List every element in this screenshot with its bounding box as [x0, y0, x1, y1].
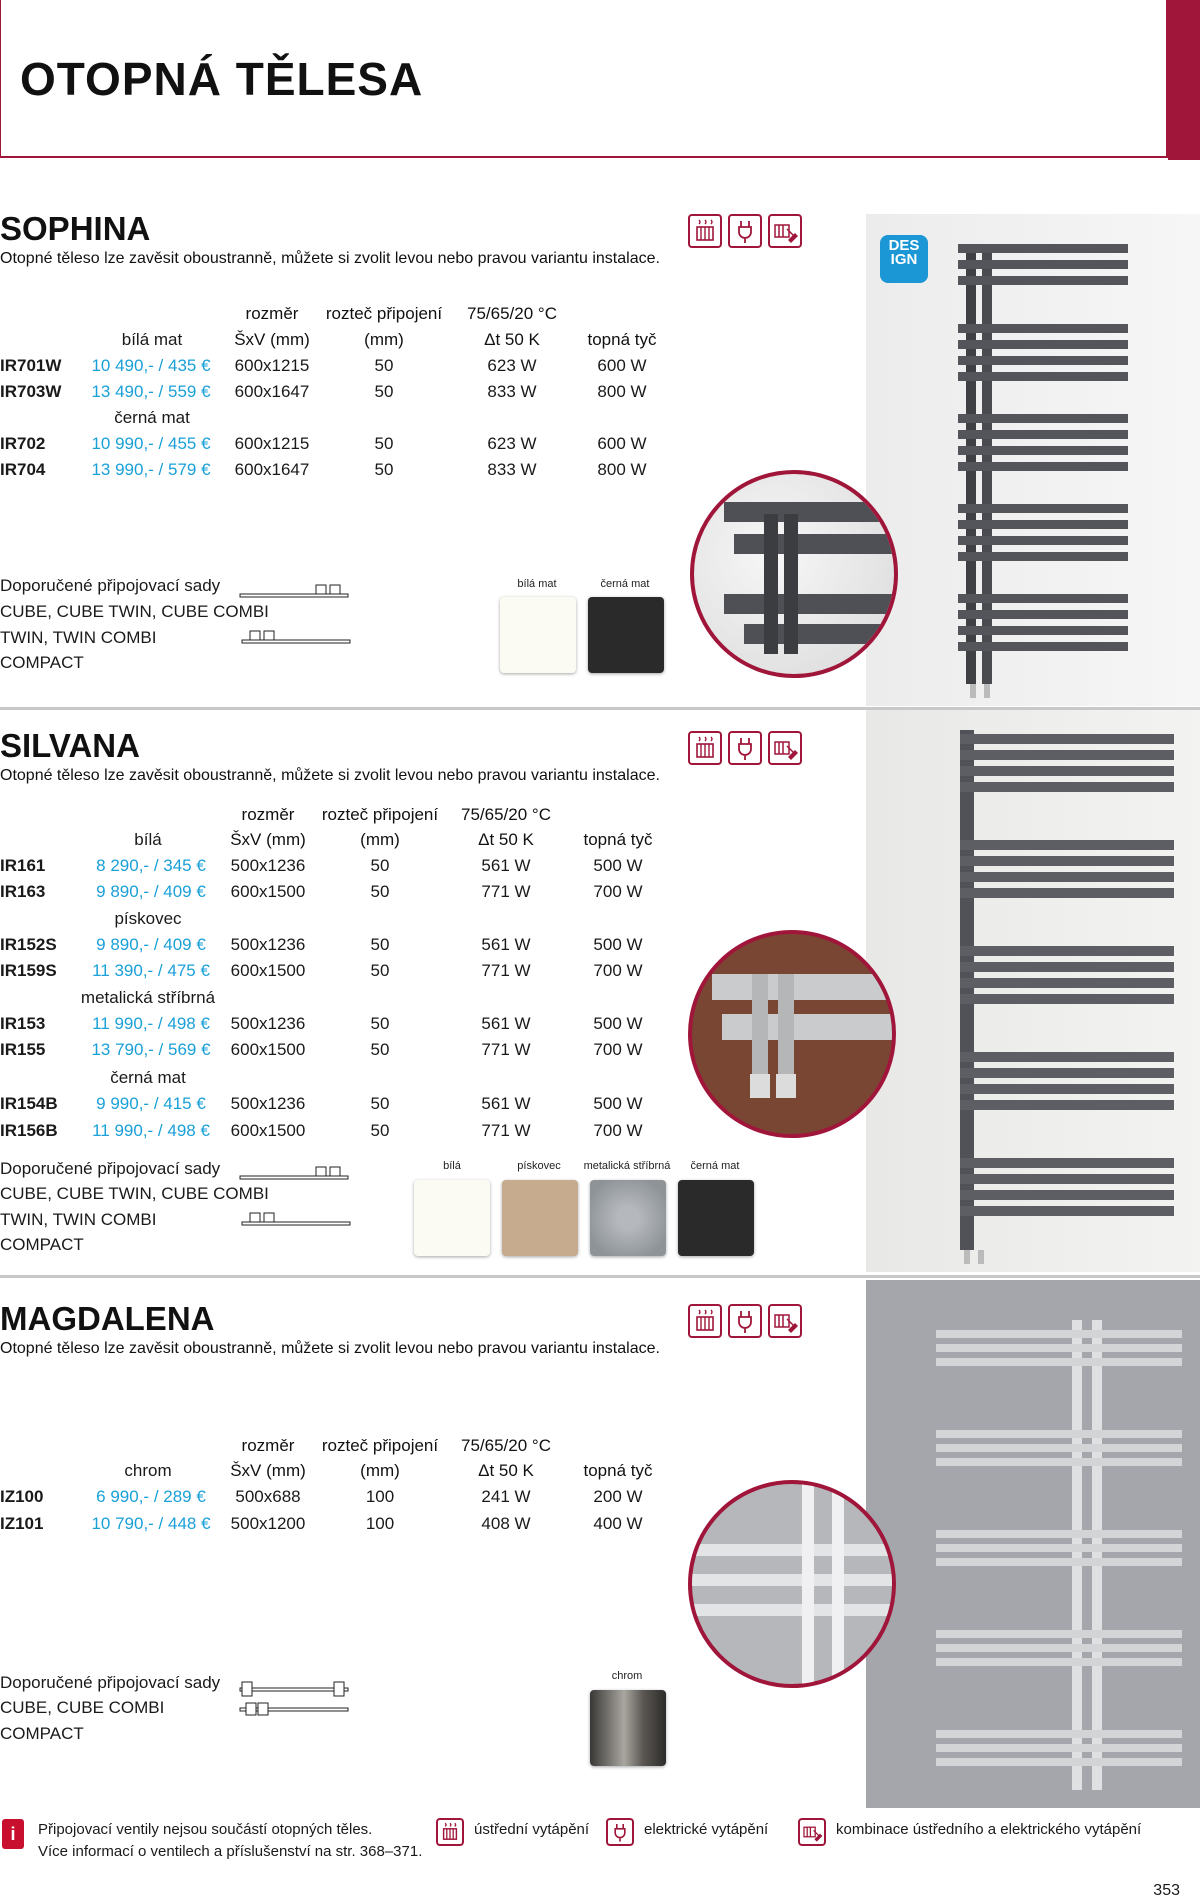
row-power: 561 W — [481, 856, 531, 875]
col-size-top: rozměr — [241, 805, 295, 824]
product-photo-magdalena — [866, 1280, 1200, 1808]
section-desc-magdalena: Otopné těleso lze zavěsit oboustranně, můžete si zvolit levou nebo pravou variantu instalace. — [0, 1340, 660, 1357]
col-rod: topná tyč — [583, 1461, 653, 1480]
col-temp-bottom: Δt 50 K — [478, 830, 534, 849]
product-photo-silvana — [866, 710, 1200, 1272]
row-rod: 800 W — [597, 382, 647, 401]
row-price: 8 290,- / 345 € — [96, 856, 206, 875]
design-badge-text: DESIGN — [888, 237, 920, 268]
row-code: IR152S — [0, 935, 57, 954]
section-desc-silvana: Otopné těleso lze zavěsit oboustranně, můžete si zvolit levou nebo pravou variantu instalace. — [0, 767, 660, 784]
row-pitch: 50 — [374, 382, 394, 401]
row-rod: 700 W — [593, 961, 643, 980]
col-temp-bottom: Δt 50 K — [478, 1461, 534, 1480]
col-temp-top: 75/65/20 °C — [461, 805, 551, 824]
footer-note-line1: Připojovací ventily nejsou součástí otopných těles. — [38, 1821, 373, 1838]
row-price: 10 790,- / 448 € — [91, 1514, 211, 1533]
row-power: 623 W — [487, 356, 537, 375]
row-code: IR156B — [0, 1121, 58, 1140]
row-rod: 700 W — [593, 882, 643, 901]
col-pitch-bottom: (mm) — [360, 830, 400, 849]
row-code: IR163 — [0, 882, 46, 901]
design-badge — [880, 235, 928, 283]
legend-combined: kombinace ústředního a elektrického vytápění — [836, 1821, 1142, 1838]
row-pitch: 100 — [365, 1487, 395, 1506]
kit-line: Doporučené připojovací sady — [0, 1673, 221, 1692]
radiator-illustration — [866, 214, 1200, 706]
electric-heating-icon — [728, 214, 762, 248]
col-size-bottom: ŠxV (mm) — [230, 830, 306, 849]
color-swatch-black — [678, 1180, 754, 1256]
row-code: IR155 — [0, 1040, 46, 1059]
header-accent-bar — [1168, 0, 1200, 160]
electric-heating-icon — [606, 1818, 634, 1846]
row-power: 241 W — [481, 1487, 531, 1506]
row-rod: 700 W — [593, 1121, 643, 1140]
row-power: 833 W — [487, 382, 537, 401]
row-price: 11 990,- / 498 € — [92, 1121, 210, 1140]
row-price: 11 990,- / 498 € — [92, 1014, 210, 1033]
kit-line: CUBE, CUBE TWIN, CUBE COMBI — [0, 1184, 269, 1203]
row-price: 9 890,- / 409 € — [96, 882, 206, 901]
swatch-label: chrom — [611, 1670, 643, 1682]
col-rod: topná tyč — [583, 830, 653, 849]
group-label: pískovec — [114, 909, 182, 928]
detail-photo-circle — [690, 470, 898, 678]
row-price: 13 490,- / 559 € — [91, 382, 211, 401]
row-pitch: 50 — [370, 856, 390, 875]
col-size-bottom: ŠxV (mm) — [234, 330, 310, 349]
row-pitch: 50 — [370, 1040, 390, 1059]
detail-photo-circle — [688, 1480, 896, 1688]
row-pitch: 50 — [374, 356, 394, 375]
col-pitch-top: rozteč připojení — [325, 304, 443, 323]
row-power: 408 W — [481, 1514, 531, 1533]
row-price: 10 490,- / 435 € — [91, 356, 211, 375]
swatch-label: pískovec — [517, 1160, 561, 1172]
row-power: 771 W — [481, 1040, 531, 1059]
row-code: IR702 — [0, 434, 46, 453]
row-rod: 700 W — [593, 1040, 643, 1059]
row-code: IR703W — [0, 382, 62, 401]
row-rod: 500 W — [593, 1094, 643, 1113]
kit-line: TWIN, TWIN COMBI — [0, 628, 157, 647]
swatch-label: černá mat — [600, 578, 650, 590]
row-rod: 400 W — [593, 1514, 643, 1533]
row-rod: 200 W — [593, 1487, 643, 1506]
color-swatch-black — [588, 597, 664, 673]
kit-line: COMPACT — [0, 1235, 84, 1254]
kit-line: Doporučené připojovací sady — [0, 576, 221, 595]
combined-heating-icon — [768, 731, 802, 765]
row-power: 771 W — [481, 882, 531, 901]
row-pitch: 50 — [370, 1094, 390, 1113]
col-pitch-top: rozteč připojení — [321, 805, 439, 824]
color-swatch-sandstone — [502, 1180, 578, 1256]
row-pitch: 50 — [370, 961, 390, 980]
row-size: 500x1236 — [230, 1014, 306, 1033]
row-size: 600x1647 — [234, 460, 310, 479]
group-label: chrom — [124, 1461, 172, 1480]
central-heating-icon — [688, 731, 722, 765]
heating-type-icons — [688, 1304, 802, 1338]
kit-line: COMPACT — [0, 1724, 84, 1743]
central-heating-icon — [688, 214, 722, 248]
row-size: 600x1215 — [234, 434, 310, 453]
row-power: 561 W — [481, 1094, 531, 1113]
swatch-label: černá mat — [690, 1160, 740, 1172]
row-price: 9 890,- / 409 € — [96, 935, 206, 954]
group-label: černá mat — [110, 1068, 186, 1087]
combined-heating-icon — [768, 214, 802, 248]
row-pitch: 50 — [370, 935, 390, 954]
row-pitch: 50 — [370, 882, 390, 901]
row-price: 6 990,- / 289 € — [96, 1487, 206, 1506]
electric-heating-icon — [728, 1304, 762, 1338]
row-price: 13 990,- / 579 € — [91, 460, 211, 479]
row-pitch: 50 — [374, 460, 394, 479]
row-code: IZ100 — [0, 1487, 44, 1506]
row-size: 600x1500 — [230, 882, 306, 901]
group-label: bílá — [134, 830, 162, 849]
section-title-silvana: SILVANA — [0, 727, 140, 764]
row-rod: 600 W — [597, 434, 647, 453]
row-pitch: 100 — [365, 1514, 395, 1533]
group-label: černá mat — [114, 408, 190, 427]
page-title: OTOPNÁ TĚLESA — [20, 53, 424, 105]
row-price: 13 790,- / 569 € — [91, 1040, 211, 1059]
row-code: IR704 — [0, 460, 46, 479]
row-pitch: 50 — [370, 1014, 390, 1033]
radiator-illustration — [866, 1280, 1200, 1808]
kit-line: TWIN, TWIN COMBI — [0, 1210, 157, 1229]
row-price: 10 990,- / 455 € — [91, 434, 211, 453]
col-rod: topná tyč — [587, 330, 657, 349]
radiator-illustration — [866, 710, 1200, 1272]
row-price: 9 990,- / 415 € — [96, 1094, 206, 1113]
connection-kit-diagram — [238, 582, 354, 648]
swatch-label: bílá mat — [517, 578, 557, 590]
row-rod: 600 W — [597, 356, 647, 375]
product-photo-sophina — [866, 214, 1200, 706]
color-swatch-white — [414, 1180, 490, 1256]
kit-line: Doporučené připojovací sady — [0, 1159, 221, 1178]
color-swatch-chrome — [590, 1690, 666, 1766]
kit-line: CUBE, CUBE COMBI — [0, 1698, 165, 1717]
col-temp-top: 75/65/20 °C — [461, 1436, 551, 1455]
row-rod: 500 W — [593, 1014, 643, 1033]
row-rod: 500 W — [593, 856, 643, 875]
row-power: 623 W — [487, 434, 537, 453]
group-label: bílá mat — [121, 330, 183, 349]
row-power: 771 W — [481, 961, 531, 980]
section-title-magdalena: MAGDALENA — [0, 1300, 215, 1337]
row-size: 500x1236 — [230, 856, 306, 875]
section-divider — [0, 1275, 1200, 1278]
section-desc-sophina: Otopné těleso lze zavěsit oboustranně, můžete si zvolit levou nebo pravou variantu instalace. — [0, 250, 660, 267]
row-size: 500x688 — [235, 1487, 301, 1506]
row-pitch: 50 — [370, 1121, 390, 1140]
col-pitch-bottom: (mm) — [364, 330, 404, 349]
col-size-top: rozměr — [241, 1436, 295, 1455]
detail-photo-circle — [688, 930, 896, 1138]
row-rod: 800 W — [597, 460, 647, 479]
row-pitch: 50 — [374, 434, 394, 453]
row-code: IZ101 — [0, 1514, 44, 1533]
col-temp-top: 75/65/20 °C — [467, 304, 557, 323]
swatch-label: bílá — [443, 1160, 461, 1172]
kit-line: COMPACT — [0, 653, 84, 672]
central-heating-icon — [688, 1304, 722, 1338]
info-icon: i — [2, 1819, 24, 1849]
row-price: 11 390,- / 475 € — [92, 961, 210, 980]
row-power: 771 W — [481, 1121, 531, 1140]
row-power: 561 W — [481, 935, 531, 954]
row-size: 500x1236 — [230, 1094, 306, 1113]
group-label: metalická stříbrná — [80, 988, 216, 1007]
color-swatch-white — [500, 597, 576, 673]
connection-kit-diagram — [238, 1164, 354, 1230]
kit-line: CUBE, CUBE TWIN, CUBE COMBI — [0, 602, 269, 621]
col-pitch-top: rozteč připojení — [321, 1436, 439, 1455]
legend-central: ústřední vytápění — [474, 1821, 590, 1838]
color-swatch-metallic-silver — [590, 1180, 666, 1256]
legend-electric: elektrické vytápění — [644, 1821, 769, 1838]
col-size-top: rozměr — [245, 304, 299, 323]
footer-note-line2: Více informací o ventilech a příslušenství na str. 368–371. — [38, 1843, 423, 1860]
row-size: 500x1200 — [230, 1514, 306, 1533]
central-heating-icon — [436, 1818, 464, 1846]
combined-heating-icon — [798, 1818, 826, 1846]
row-size: 600x1500 — [230, 1040, 306, 1059]
swatch-label: metalická stříbrná — [583, 1160, 671, 1172]
row-size: 600x1500 — [230, 961, 306, 980]
row-size: 600x1215 — [234, 356, 310, 375]
row-code: IR153 — [0, 1014, 46, 1033]
row-code: IR154B — [0, 1094, 58, 1113]
row-size: 500x1236 — [230, 935, 306, 954]
col-size-bottom: ŠxV (mm) — [230, 1461, 306, 1480]
row-power: 561 W — [481, 1014, 531, 1033]
heating-type-icons — [688, 731, 802, 765]
row-code: IR701W — [0, 356, 62, 375]
col-temp-bottom: Δt 50 K — [484, 330, 540, 349]
page-number: 353 — [1153, 1882, 1180, 1899]
row-size: 600x1647 — [234, 382, 310, 401]
col-pitch-bottom: (mm) — [360, 1461, 400, 1480]
row-rod: 500 W — [593, 935, 643, 954]
connection-kit-diagram — [238, 1676, 354, 1716]
row-code: IR159S — [0, 961, 57, 980]
section-title-sophina: SOPHINA — [0, 210, 151, 247]
electric-heating-icon — [728, 731, 762, 765]
heating-type-icons — [688, 214, 802, 248]
row-power: 833 W — [487, 460, 537, 479]
row-size: 600x1500 — [230, 1121, 306, 1140]
combined-heating-icon — [768, 1304, 802, 1338]
row-code: IR161 — [0, 856, 46, 875]
